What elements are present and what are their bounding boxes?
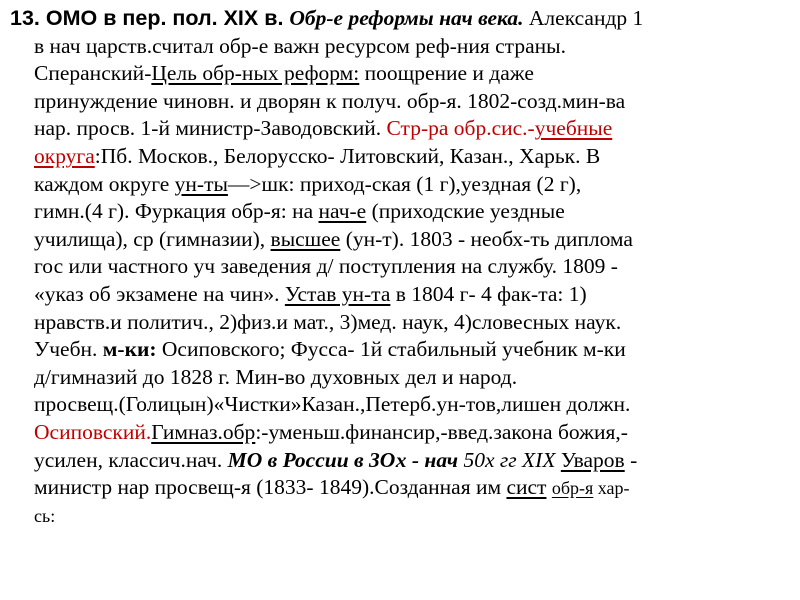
text-segment: училища), ср (гимназии), — [34, 226, 271, 251]
text-segment: «указ об экзамене на чин». — [34, 281, 285, 306]
text-line — [10, 33, 790, 61]
text-segment: высшее — [270, 226, 341, 251]
text-segment: м-ки: — [102, 337, 157, 362]
text-segment: учебные — [534, 116, 613, 141]
text-segment: :-уменьш.финансир,-введ.закона божия,- — [255, 419, 628, 444]
text-line — [10, 364, 790, 392]
text-segment: в 1804 г- 4 фак-та: 1) — [390, 281, 587, 306]
text-segment: (приходские уездные — [366, 199, 565, 224]
text-line — [10, 502, 790, 530]
text-line — [10, 309, 790, 337]
text-line — [10, 447, 790, 475]
text-line — [10, 419, 790, 447]
text-segment: ун-ты — [174, 171, 228, 196]
text-line — [10, 474, 790, 502]
text-segment: Сперанский- — [34, 61, 152, 86]
text-line — [10, 253, 790, 281]
text-segment: Обр-е реформы нач века. — [289, 6, 524, 30]
heading-line — [10, 5, 790, 33]
text-segment: нач-е — [318, 199, 367, 224]
text-segment: хар- — [593, 478, 630, 499]
text-segment: нравств.и политич., 2)физ.и мат., 3)мед. наук, 4)словесных наук. — [34, 309, 622, 334]
text-segment: принуждение чиновн. и дворян к получ. обр-я. 1802-созд.мин-ва — [34, 88, 626, 113]
text-segment: гос или частного уч заведения д/ поступления на службу. 1809 - — [34, 254, 618, 279]
text-segment: - — [624, 447, 638, 472]
text-segment: Осиповский. — [34, 419, 152, 444]
text-segment: Устав ун-та — [284, 281, 391, 306]
text-segment: Стр-ра обр.сис.- — [386, 116, 535, 141]
text-line — [10, 198, 790, 226]
text-segment: сист — [506, 475, 547, 500]
text-segment: усилен, классич.нач. — [34, 447, 228, 472]
text-line — [10, 60, 790, 88]
text-line — [10, 336, 790, 364]
text-segment: в нач царств.считал обр-е важн ресурсом реф-ния страны. — [34, 33, 566, 58]
text-segment: каждом округе — [34, 171, 175, 196]
text-segment: гимн.(4 г). Фуркация обр-я: на — [34, 199, 319, 224]
text-segment: Уваров — [560, 447, 625, 472]
text-segment: министр нар просвещ-я (1833- 1849).Созданная им — [34, 475, 507, 500]
text-segment: просвещ.(Голицын)«Чистки»Казан.,Петерб.ун-тов,лишен должн. — [34, 392, 631, 417]
text-segment: МО в России в 3Ох - нач — [227, 447, 459, 472]
document-body — [10, 5, 790, 529]
text-segment: Осиповского; Фусса- 1й стабильный учебник м-ки — [156, 337, 626, 362]
text-segment: нар. просв. 1-й министр-Заводовский. — [34, 116, 387, 141]
text-segment: 13. ОМО в пер. пол. XIX в. — [10, 6, 290, 30]
text-segment: Цель обр-ных реформ: — [151, 61, 360, 86]
text-segment: 50х гг XIX — [458, 447, 561, 472]
text-line — [10, 115, 790, 143]
text-line — [10, 143, 790, 171]
text-line — [10, 88, 790, 116]
text-segment: (ун-т). 1803 - необх-ть диплома — [340, 226, 633, 251]
text-segment: д/гимназий до 1828 г. Мин-во духовных дел и народ. — [34, 364, 518, 389]
text-segment: обр-я — [551, 478, 594, 499]
text-segment: :Пб. Москов., Белорусско- Литовский, Казан., Харьк. В — [94, 143, 601, 168]
text-segment: Гимназ.обр — [151, 419, 256, 444]
text-line — [10, 171, 790, 199]
text-line — [10, 226, 790, 254]
text-segment: округа — [34, 143, 95, 168]
text-line — [10, 391, 790, 419]
text-segment: сь: — [34, 505, 56, 526]
text-segment: Учебн. — [34, 337, 103, 362]
text-line — [10, 281, 790, 309]
text-segment: Александр 1 — [523, 6, 644, 30]
text-segment: поощрение и даже — [359, 61, 534, 86]
text-segment: —>шк: приход-ская (1 г),уездная (2 г), — [227, 171, 582, 196]
